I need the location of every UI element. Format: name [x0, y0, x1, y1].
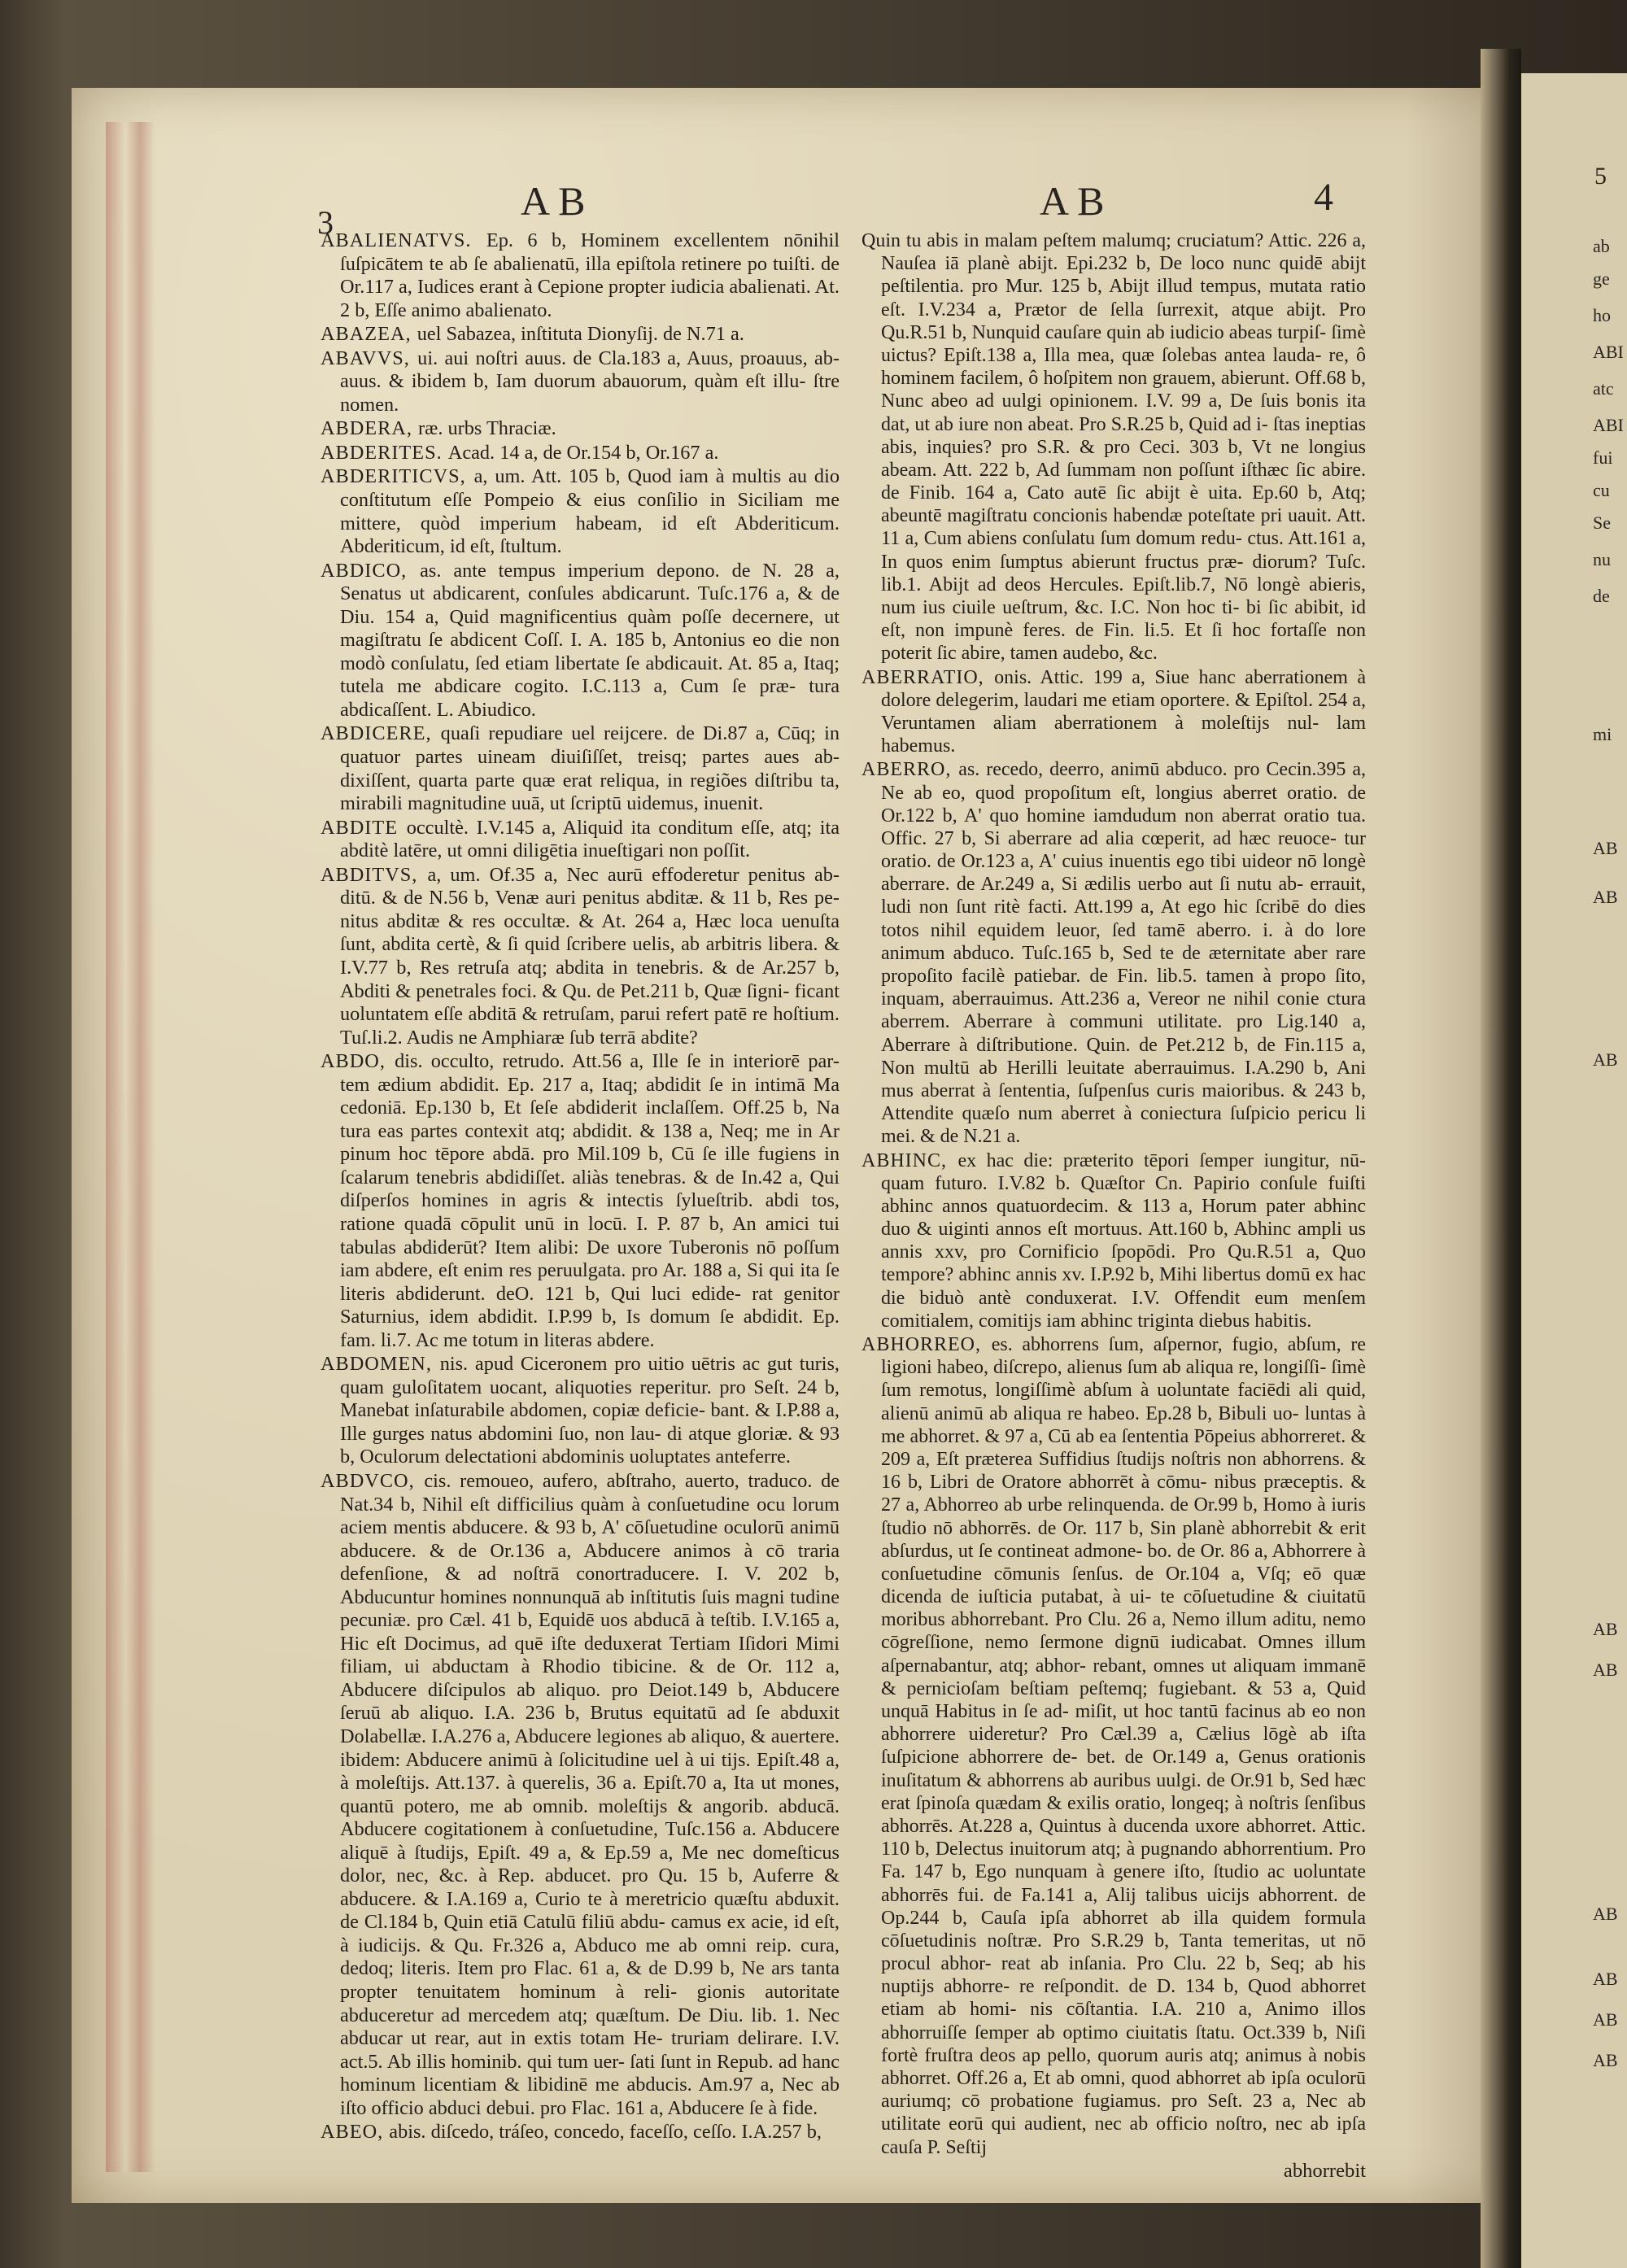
- entry-definition: occultè. I.V.145 a, Aliquid ita conditum eſſe, atq; ita abditè latēre, ut omni diligētia inueſtigari non poſſit.: [340, 816, 840, 862]
- entry-definition: Quin tu abis in malam peſtem malumq; cruciatum? Attic. 226 a, Nauſea iā planè abijt. Epi.232 b, De loco nunc quidē abijt peſtilentia. pro Mur. 125 b, Abijt illud tempus, mutata ratio eſt. I.V.234 a, Prætor de ſella ſurrexit, atque abijt. Pro Qu.R.51 b, Nunquid cauſare quin ab iudicio abeas turpiſ- ſimè uictus? Epiſt.138 a, Illa mea, quæ ſolebas antea lauda- re, ô hominem facilem, ô hoſpitem non grauem, abierunt. Off.68 b, Nunc abeo ad uulgi opinionem. I.V. 99 a, De ſuis bonis ita dat, ut ab iure non abeat. Pro S.R.25 b, Quid ad i- ſtas ineptias abis, inquies? pro S.R. & pro Ceci. 303 b, Vt ne longius abeam. Att. 222 b, Ad ſummam non poſſunt iſthæc ſic abire. de Finib. 164 a, Cato autē ſic abijt è uita. Ep.60 b, Atq; abeuntē magiſtratu concionis habendæ poteſtate pri uauit. Att. 11 a, Cum abiens conſulatu ſum domum redu- ctus. Att.161 a, In quos enim ſumptus abierunt fructus præ- diorum? Tuſc. lib.1. Abijt ad deos Hercules. Epiſt.lib.7, Nō longè abieris, num ius ciuile ueſtrum, &c. I.C. Non hoc ti- bi ſic abibit, id eſt, non impunè feres. de Fin. li.5. Et ſi hoc fortaſſe non poterit ſic abire, tamen audebo, &c.: [861, 230, 1366, 665]
- entry-definition: Ep. 6 b, Hominem excellentem nōnihil ſuſpicātem te ab ſe abalienatū, illa epiſtola retinere po tuiſti. de Or.117 a, Iudices erant à Cepione propter iudicia abalienati. At. 2 b, Eſſe animo abalienato.: [340, 229, 840, 321]
- entry-definition: quaſi repudiare uel reijcere. de Di.87 a, Cūq; in quatuor partes uineam diuiſiſſet, treisq; partes aues ab- dixiſſent, quarta parte quæ erat reliqua, in regiões diſtribu ta, mirabili magnitudine uuā, ut ſcriptū uidemus, inuenit.: [340, 722, 840, 815]
- dictionary-entry: [861, 666, 1366, 758]
- facing-page-fragment-text: ho: [1593, 305, 1611, 325]
- dictionary-entry: [321, 2121, 840, 2144]
- right-column: [861, 229, 1366, 2183]
- entry-headword: ABDERITICVS,: [321, 465, 474, 488]
- entry-headword: ABHINC,: [861, 1149, 958, 1171]
- dictionary-entry: [321, 347, 840, 417]
- page-number-left: 3: [317, 204, 334, 241]
- dictionary-entry: [321, 465, 840, 558]
- left-column: [321, 229, 840, 2145]
- page-edge-stain: [106, 122, 155, 2172]
- dictionary-entry: [321, 864, 840, 1049]
- running-head-left: AB: [521, 178, 594, 224]
- entry-headword: ABDERITES.: [321, 441, 448, 464]
- facing-page-fragment-text: ABI: [1593, 415, 1624, 435]
- dictionary-entry: [861, 758, 1366, 1148]
- entry-definition: a, um. Att. 105 b, Quod iam à multis au dio conſtitutum eſſe Pompeio & eius conſilio in Siciliam me mittere, quòd imperium habeam, id eſt Abderiticum. Abderiticum, id eſt, ſtultum.: [340, 465, 840, 558]
- entry-definition: onis. Attic. 199 a, Siue hanc aberrationem à dolore delegerim, laudari me etiam oportere. & Epiſtol. 254 a, Veruntamen aliam aberrationem à moleſtijs nul- lam habemus.: [881, 666, 1367, 757]
- entry-definition: as. recedo, deerro, animū abduco. pro Cecin.395 a, Ne ab eo, quod propoſitum eſt, longius aberret oratio. de Or.122 b, A' quo homine iamdudum non aberrat oratio tua. Offic. 27 b, Si aberrare ad alia cœperit, ad hæc reuoce- tur oratio. de Or.123 a, A' cuius inuentis ego tibi uideor nō longè aberrare. de Ar.249 a, Si ædilis uerbo aut ſi nutu ab- errauit, ludi non ſunt ritè facti. Att.199 a, At ego hic ſcribē do dies totos nihil equidem leuor, ſed tamē aberro. i. à do lore animum abduco. Tuſc.165 b, Sed te de æternitate aber rare propoſito facilè patiebar. de Fin. lib.5. tamen à propo ſito, inquam, aberrauimus. Att.236 a, Vereor ne nihil conie ctura aberrem. Aberrare à communi utilitate. pro Lig.140 a, Aberrare à diſtributione. Quin. de Pet.212 b, de Fin.115 a, Non multū ab Herilli leuitate aberrauimus. I.A.290 b, Ani mus aberrat à ſententia, ſuſpenſus curis maioribus. & 243 b, Attendite quæſo num aberret à coniectura ſuſpicio pericu li mei. & de N.21 a.: [881, 759, 1366, 1148]
- dictionary-entry: [861, 229, 1366, 665]
- entry-definition: ui. aui noſtri auus. de Cla.183 a, Auus, proauus, ab- auus. & ibidem b, Iam duorum abauorum, quàm eſt illu- ſtre nomen.: [340, 347, 840, 416]
- facing-page-fragment-text: ABI: [1593, 342, 1624, 362]
- entry-headword: ABERRATIO,: [861, 666, 995, 688]
- running-head-right: AB: [1040, 178, 1113, 224]
- entry-headword: ABAVVS,: [321, 347, 418, 369]
- dictionary-entry: [321, 1470, 840, 2120]
- entry-headword: ABDERA,: [321, 417, 419, 440]
- facing-page-fragment-text: AB: [1593, 1619, 1618, 1639]
- entry-headword: ABDVCO,: [321, 1469, 425, 1492]
- catchword: abhorrebit: [1283, 2159, 1366, 2182]
- facing-page-fragment-text: AB: [1593, 2009, 1618, 2030]
- dictionary-entry: [321, 817, 840, 863]
- facing-page-fragment-text: cu: [1593, 480, 1610, 500]
- dictionary-entry: [861, 1149, 1366, 1333]
- entry-headword: ABDICERE,: [321, 722, 441, 745]
- dictionary-entry: [861, 1333, 1366, 2159]
- dictionary-entry: [321, 417, 840, 441]
- book-gutter: [1481, 49, 1521, 2268]
- facing-page-fragment-text: AB: [1593, 887, 1618, 907]
- entry-headword: ABAZEA,: [321, 323, 417, 346]
- facing-page-fragment-text: ge: [1593, 268, 1610, 289]
- dictionary-entry: [321, 229, 840, 322]
- dictionary-entry: [321, 323, 840, 347]
- facing-page-fragment-text: mi: [1593, 724, 1612, 744]
- entry-definition: cis. remoueo, aufero, abſtraho, auerto, traduco. de Nat.34 b, Nihil eſt difficilius quàm à conſuetudine ocu lorum aciem mentis abducere. & 93 b, A' cōſuetudine oculorū animū abducere. & de Or.136 a, Abducere animos à cō traria defenſione, & ad noſtrā conortraducere. I. V. 202 b, Abducuntur homines nonnunquā ab inſtitutis ſuis magni tudine pecuniæ. pro Cæl. 41 b, Equidē uos abducā à teſtib. I.V.165 a, Hic eſt Docimus, ad quē iſte deduxerat Tertiam Iſidori Mimi filiam, ui abductam à Rhodio tibicine. & de Or. 112 a, Abducere diſcipulos ab aliquo. pro Deiot.149 b, Abducere ſeruū ab aliquo. I.A. 236 b, Brutus equitatū ad ſe abduxit Dolabellæ. I.A.276 a, Abducere legiones ab aliquo, & auertere. ibidem: Abducere animū à ſolicitudine uel à ui tijs. Epiſt.48 a, à moleſtijs. Att.137. à querelis, 36 a. Epiſt.70 a, Ita ut mones, quantū potero, me ab omnib. moleſtijs & angorib. abducā. Abducere cogitationem à conſuetudine, Tuſc.156 a. Abducere aliquē à ſtudijs, Epiſt. 49 a, & Ep.59 a, Me nec domeſticus dolor, nec, &c. à Rep. abducet. pro Qu. 15 b, Auferre & abducere. & I.A.169 a, Curio te à meretricio quæſtu abduxit. de Cl.184 b, Quin etiā Catulū filiū abdu- camus ex acie, id eſt, à iudicijs. & Qu. Fr.326 a, Abduco me ab omni reip. cura, dedoq; literis. Item pro Flac. 61 a, & de D.99 b, Ne ars tanta propter tenuitatem hominum à reli- gionis autoritate abduceretur ad mercedem atq; quæſtum. De Diu. lib. 1. Nec abducar ut rear, aut in extis totam He- truriam delirare. I.V. act.5. Ab illis hominib. qui tum uer- ſati ſunt in Repub. ad hanc hominum licentiam & libidinē me abducis. Am.97 a, Nec ab iſto officio abduci debui. pro Flac. 161 a, Abducere ſe à fide.: [340, 1469, 840, 2119]
- entry-headword: ABERRO,: [861, 759, 959, 781]
- facing-page-fragment-text: AB: [1593, 1049, 1618, 1070]
- facing-page-fragment-text: fui: [1593, 447, 1613, 468]
- facing-page-fragment-text: de: [1593, 586, 1610, 606]
- dictionary-entry: [321, 722, 840, 815]
- facing-page-number: 5: [1594, 163, 1607, 190]
- facing-page-fragment-text: AB: [1593, 838, 1618, 858]
- entry-headword: ABHORREO,: [861, 1334, 992, 1355]
- facing-page-fragment-text: ab: [1593, 236, 1610, 256]
- entry-headword: ABDOMEN,: [321, 1353, 440, 1376]
- facing-page-fragment: [1521, 73, 1627, 2268]
- facing-page-fragment-text: nu: [1593, 549, 1611, 569]
- dictionary-entry: [321, 442, 840, 465]
- entry-headword: ABEO,: [321, 2121, 390, 2144]
- entry-headword: ABDICO,: [321, 559, 421, 582]
- entry-definition: Acad. 14 a, de Or.154 b, Or.167 a.: [447, 441, 719, 464]
- entry-headword: ABDO,: [321, 1050, 395, 1073]
- page-number-right: 4: [1314, 176, 1333, 219]
- entry-definition: es. abhorrens ſum, aſpernor, fugio, abſum, re ligioni habeo, diſcrepo, alienus ſum ab aliqua re, longiſſi- ſimè ſum remotus, longiſſimè abſum à uoluntate faciēdi ali quid, alienū animū ab aliqua re habeo. Ep.28 b, Bibuli uo- luntas à me abhorret. & 97 a, Cū ab ea ſententia Pōpeius abhorreret. & 209 a, Eſt præterea Suffidius ſtudijs noſtris non abhorrens. & 16 b, Libri de Oratore abhorrēt à cōmu- nibus præceptis. & 27 a, Abhorreo ab urbe relinquenda. de Or.99 b, Homo à iuris ſtudio nō abhorrēs. de Or. 117 b, Sin planè abhorrebit & erit abſurdus, ut ſe contineat admone- bo. de Or. 86 a, Abhorrere à conſuetudine cōmunis ſenſus. de Or.104 a, Vſq; eō quæ dicenda de iuſticia putabat, à ui- te cōſuetudine & ciuitatū moribus abhorrebant. Pro Clu. 26 a, Nemo illum aditu, nemo cōgreſſione, nemo ſermone dignū iudicabat. Omnes illum aſpernabantur, atq; abhor- rebant, omnes ut aliquam immanē & pernicioſam beſtiam peſtemq; fugiebant. & 53 a, Quid unquā Habitus in ſe ad- miſit, ut hoc tantū facinus ab eo non abhorrere uideretur? Pro Cæl.39 a, Cælius lōgè ab iſta ſuſpicione abhorrere de- bet. de Or.149 a, Genus orationis inuſitatum & abhorrens ab auribus uulgi. de Or.91 b, Sed hæc erat ſpinoſa quædam & exilis oratio, longeq; à noſtris ſenſibus abhorrēs. At.228 a, Quintus à ducenda uxore abhorret. Attic. 110 b, Delectus inuitorum atq; à pugnando abhorrentium. Pro Fa. 147 b, Ego nunquam à genere iſto, ſtudio ac uoluntate abhorrēs fui. de Fa.141 a, Alij talibus uicijs abhorrent. de Op.244 b, Cauſa ipſa abhorret ab illa quidem formula cōſuetudinis noſtræ. Pro S.R.29 b, Tanta temeritas, ut nō procul abhor- reat ab inſania. Pro Clu. 22 b, Seq; ab his nuptijs abhorre- re reſpondit. de D. 134 b, Quod abhorret etiam ab homi- nis cōſtantia. I.A. 210 a, Animo illos abhorruiſſe ſemper ab optimo ciuitatis ſtatu. Oct.339 b, Niſi fortè fruſtra deos ap pello, quorum auris atq; animus à nobis abhorret. Off.26 a, Et ab omni, quod abhorret ab ipſa oculorū auriumq; cō probatione fugiamus. pro Seſt. 23 a, Nec ab utilitate eorū qui audient, nec ab officio noſtro, nec ab ipſa cauſa P. Seſtij: [881, 1334, 1367, 2158]
- entry-definition: uel Sabazea, inſtituta Dionyſij. de N.71 a.: [417, 323, 744, 346]
- facing-page-fragment-text: AB: [1593, 1904, 1618, 1924]
- entry-headword: ABDITE: [321, 816, 407, 839]
- entry-definition: abis. diſcedo, tráſeo, concedo, faceſſo, ceſſo. I.A.257 b,: [389, 2121, 822, 2144]
- entry-definition: ræ. urbs Thraciæ.: [418, 417, 556, 440]
- entry-definition: nis. apud Ciceronem pro uitio uētris ac gut turis, quam guloſitatem uocant, aliquoties reperitur. pro Seſt. 24 b, Manebat inſaturabile abdomen, copiæ deficie- bant. & I.P.88 a, Ille gurges natus abdomini ſuo, non lau- di atque gloriæ. & 93 b, Oculorum delectationi abdominis uoluptates anteferre.: [340, 1353, 840, 1468]
- entry-definition: dis. occulto, retrudo. Att.56 a, Ille ſe in interiorē par- tem ædium abdidit. Ep. 217 a, Itaq; abdidit ſe in intimā Ma cedoniā. Ep.130 b, Et ſeſe abdiderit inclaſſem. Off.25 b, Na tura eas partes contexit atq; abdidit. & 138 a, Neq; me in Ar pinum hoc tēpore abdā. pro Mil.109 b, Cū ſe ille fugiens in ſcalarum tenebris abdidiſſet. aliàs tenebras. & de In.42 a, Qui diſperſos homines in agris & intectis ſylueſtrib. abdi tos, ratione quadā cōpulit unū in locū. I. P. 87 b, An amici tui tabulas abdiderūt? Item alibi: De uxore Tuberonis nō poſſum iam abdere, eſt enim res peruulgata. pro Ar. 188 a, Si qui ita ſe literis abdiderunt. deO. 121 b, Qui luci edide- rat genitor Saturnius, idem abdidit. I.P.99 b, Is domum ſe abdidit. Ep. fam. li.7. Ac me totum in literas abdere.: [340, 1050, 840, 1351]
- facing-page-fragment-text: atc: [1593, 378, 1614, 399]
- entry-headword: ABDITVS,: [321, 863, 428, 886]
- entry-definition: a, um. Of.35 a, Nec aurū effoderetur penitus ab- ditū. & de N.56 b, Venæ auri penitus abditæ. & 11 b, Res pe- nitus abditæ & res occultæ. & At. 264 a, Hæc loca uenuſta ſunt, abdita certè, & ſi quid ſcribere uelis, ab arbitris libera. & I.V.77 b, Res retruſa atq; abdita in tenebris. & de Ar.257 b, Abditi & penetrales foci. & Qu. de Pet.211 b, Quæ ſigni- ficant uoluntatem eſſe abditā & retruſam, parui refert patē re hoſtium. Tuſ.li.2. Audis ne Amphiaræ ſub terrā abdite?: [340, 863, 840, 1049]
- facing-page-fragment-text: Se: [1593, 512, 1611, 533]
- dictionary-entry: [321, 1050, 840, 1352]
- entry-headword: ABALIENATVS.: [321, 229, 486, 251]
- facing-page-fragment-text: AB: [1593, 2050, 1618, 2070]
- entry-definition: as. ante tempus imperium depono. de N. 28 a, Senatus ut abdicarent, conſules abdicarunt. Tuſc.176 a, & de Diu. 154 a, Quid magnificentius quàm poſſe decernere, ut magiſtratu ſe abdicent Coſſ. I. A. 185 b, Antonius eo die non modò conſulatu, ſed etiam libertate ſe abdicauit. At. 85 a, Itaq; tutela me abdicare cogito. I.C.113 a, Cum ſe præ- tura abdicaſſent. L. Abiudico.: [340, 559, 840, 721]
- facing-page-fragment-text: AB: [1593, 1969, 1618, 1989]
- facing-page-fragment-text: AB: [1593, 1660, 1618, 1680]
- dictionary-entry: [321, 1353, 840, 1469]
- entry-definition: ex hac die: præterito tēpori ſemper iungitur, nū- quam futuro. I.V.82 b. Quæſtor Cn. Papirio conſule fuiſti abhinc annos quatuordecim. & 113 a, Horum pater abhinc duo & uiginti annos eſt mortuus. Att.160 b, Abhinc ampli us annis xxv, pro Cornificio ſpopōdi. Pro Qu.R.51 a, Quo tempore? abhinc annis xv. I.P.92 b, Mihi libertus domū ex hac die biduò antè conduxerat. I.V. Offendit eum menſem comitialem, comitijs iam abhinc triginta diebus habitis.: [881, 1149, 1366, 1332]
- dictionary-entry: [321, 560, 840, 722]
